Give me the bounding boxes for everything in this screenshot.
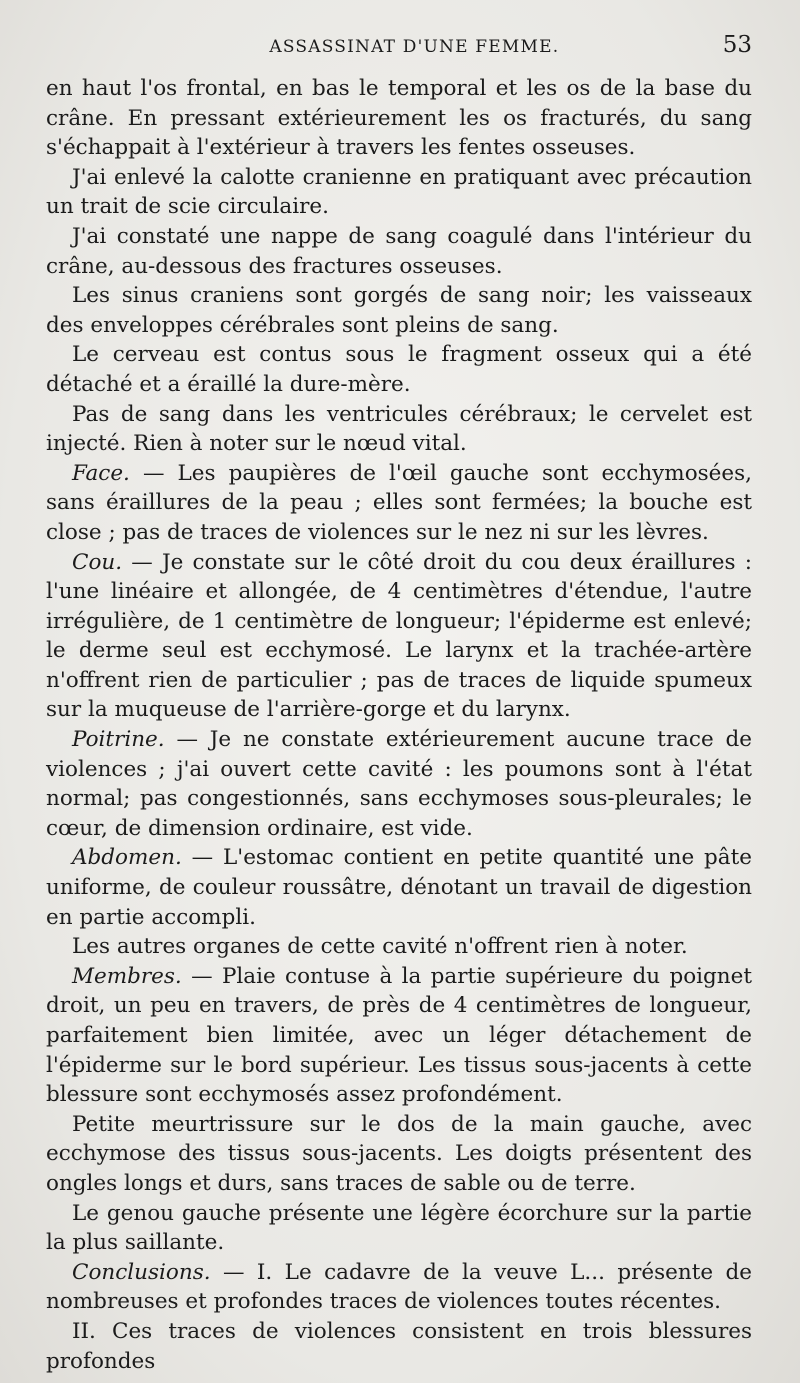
paragraph-text: — I. Le cadavre de la veuve L... présente de nombreuses et profondes traces de violences toutes récentes. xyxy=(46,1259,752,1315)
paragraph-text: Les autres organes de cette cavité n'offrent rien à noter. xyxy=(72,934,688,960)
paragraph xyxy=(46,340,752,399)
section-label: Cou. xyxy=(72,549,123,575)
paragraph-text: Le genou gauche présente une légère écorchure sur la partie la plus saillante. xyxy=(46,1200,752,1256)
paragraph-text: — Je constate sur le côté droit du cou deux éraillures : l'une linéaire et allongée, de 4 centimètres d'étendue, l'autre irrégulière, de 1 centimètre de longueur; l'épiderme est enlevé; le derme seul est ecchymosé. Le larynx et la trachée-artère n'offrent rien de particulier ; pas de traces de liquide spumeux sur la muqueuse de l'arrière-gorge et du larynx. xyxy=(46,549,752,723)
paragraph-text: J'ai constaté une nappe de sang coagulé dans l'intérieur du crâne, au-dessous des fractures osseuses. xyxy=(46,223,752,279)
running-title: ASSASSINAT D'UNE FEMME. xyxy=(269,37,560,57)
paragraph xyxy=(46,400,752,459)
page-number: 53 xyxy=(722,32,752,58)
paragraph-text: — Les paupières de l'œil gauche sont ecchymosées, sans éraillures de la peau ; elles sont fermées; la bouche est close ; pas de traces de violences sur le nez ni sur les lèvres. xyxy=(46,460,752,545)
paragraph-text: — L'estomac contient en petite quantité une pâte uniforme, de couleur roussâtre, dénotant un travail de digestion en partie accompli. xyxy=(46,845,752,930)
paragraph xyxy=(46,548,752,726)
section-label: Conclusions. xyxy=(72,1259,211,1285)
paragraph xyxy=(46,459,752,548)
paragraph xyxy=(46,1317,752,1376)
paragraph-text: II. Ces traces de violences consistent en trois blessures profondes xyxy=(46,1318,752,1374)
paragraph-text: — Je ne constate extérieurement aucune trace de violences ; j'ai ouvert cette cavité : les poumons sont à l'état normal; pas congestionnés, sans ecchymoses sous-pleurales; le cœur, de dimension ordinaire, est vide. xyxy=(46,727,752,841)
paragraph xyxy=(46,281,752,340)
paragraph-text: Pas de sang dans les ventricules cérébraux; le cervelet est injecté. Rien à noter sur le nœud vital. xyxy=(46,401,752,457)
paragraph xyxy=(46,1199,752,1258)
paragraph-text: — Plaie contuse à la partie supérieure du poignet droit, un peu en travers, de près de 4 centimètres de longueur, parfaitement bien limitée, avec un léger détachement de l'épiderme sur le bord supérieur. Les tissus sous-jacents à cette blessure sont ecchymosés assez profondément. xyxy=(46,963,752,1108)
paragraph-text: Les sinus craniens sont gorgés de sang noir; les vaisseaux des enveloppes cérébrales sont pleins de sang. xyxy=(46,283,752,338)
paragraph-text: J'ai enlevé la calotte cranienne en pratiquant avec précaution un trait de scie circulaire. xyxy=(46,164,752,220)
paragraph xyxy=(46,163,752,222)
paragraph xyxy=(46,222,752,281)
paragraph xyxy=(46,1110,752,1199)
section-label: Abdomen. xyxy=(72,845,182,871)
section-label: Poitrine. xyxy=(72,727,165,753)
body-text xyxy=(46,74,752,1376)
paragraph xyxy=(46,843,752,932)
paragraph xyxy=(46,1258,752,1317)
paragraph-text: Petite meurtrissure sur le dos de la main gauche, avec ecchymose des tissus sous-jacents. Les doigts présentent des ongles longs et durs, sans traces de sable ou de terre. xyxy=(46,1111,752,1196)
section-label: Face. xyxy=(72,460,130,486)
paragraph xyxy=(46,932,752,962)
page-header xyxy=(46,32,752,66)
paragraph xyxy=(46,962,752,1110)
paragraph-text: Le cerveau est contus sous le fragment osseux qui a été détaché et a éraillé la dure-mère. xyxy=(46,342,752,397)
section-label: Membres. xyxy=(72,963,182,989)
paragraph xyxy=(46,725,752,843)
paragraph-text: en haut l'os frontal, en bas le temporal et les os de la base du crâne. En pressant extérieurement les os fracturés, du sang s'échappait à l'extérieur à travers les fentes osseuses. xyxy=(46,76,752,161)
paragraph xyxy=(46,74,752,163)
